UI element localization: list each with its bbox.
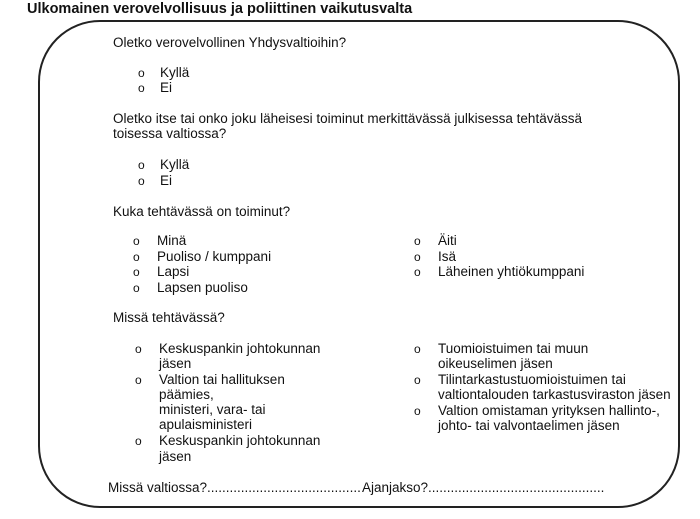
option-label: Tuomioistuimen tai muun	[438, 341, 589, 356]
option-label: valtiontalouden tarkastusviraston jäsen	[438, 387, 671, 402]
option-label: Kyllä	[160, 65, 190, 80]
radio-q2-yes[interactable]: o	[138, 158, 145, 172]
radio-q2-no[interactable]: o	[138, 174, 145, 188]
option-label: Tilintarkastustuomioistuimen tai	[438, 372, 626, 387]
option-label: Kyllä	[160, 157, 190, 172]
option-label: Lapsi	[157, 264, 190, 279]
option-label: Puoliso / kumppani	[157, 249, 272, 264]
radio-q3-partner[interactable]: o	[414, 265, 421, 279]
option-label: päämies,	[159, 387, 214, 402]
option-label: Valtion tai hallituksen	[159, 372, 285, 387]
radio-q3-me[interactable]: o	[133, 234, 140, 248]
page-title: Ulkomainen verovelvollisuus ja poliittinen vaikutusvalta	[27, 1, 413, 17]
radio-q3-mother[interactable]: o	[414, 234, 421, 248]
question-which-role: Missä tehtävässä?	[113, 310, 225, 325]
question-pep-line1: Oletko itse tai onko joku läheisesi toiminut merkittävässä julkisessa tehtävässä	[113, 111, 582, 126]
radio-q1-no[interactable]: o	[138, 81, 145, 95]
radio-q4-central-bank-1[interactable]: o	[135, 342, 142, 356]
option-label: Läheinen yhtiökumppani	[438, 264, 585, 279]
option-label: jäsen	[159, 449, 192, 464]
option-label: oikeuselimen jäsen	[438, 356, 553, 371]
radio-q3-child[interactable]: o	[133, 265, 140, 279]
option-label: apulaisministeri	[159, 417, 253, 432]
radio-q3-father[interactable]: o	[414, 250, 421, 264]
radio-q1-yes[interactable]: o	[138, 66, 145, 80]
radio-q3-spouse[interactable]: o	[133, 250, 140, 264]
radio-q4-court[interactable]: o	[414, 342, 421, 356]
option-label: ministeri, vara- tai	[159, 402, 266, 417]
option-label: Ei	[160, 173, 173, 188]
radio-q3-child-spouse[interactable]: o	[133, 281, 140, 295]
option-label: Valtion omistaman yrityksen hallinto-,	[438, 403, 660, 418]
option-label: Isä	[438, 249, 457, 264]
question-us-tax: Oletko verovelvollinen Yhdysvaltioihin?	[113, 35, 347, 50]
option-label: jäsen	[159, 356, 192, 371]
option-label: Minä	[157, 233, 187, 248]
option-label: Keskuspankin johtokunnan	[159, 341, 321, 356]
radio-q4-state-company[interactable]: o	[414, 404, 421, 418]
option-label: Keskuspankin johtokunnan	[159, 433, 321, 448]
period-field[interactable]: Ajanjakso?...............................................	[362, 480, 605, 495]
option-label: Lapsen puoliso	[157, 280, 248, 295]
radio-q4-central-bank-2[interactable]: o	[135, 434, 142, 448]
country-field[interactable]: Missä valtiossa?.........................................	[108, 480, 361, 495]
option-label: Äiti	[438, 233, 457, 248]
question-who: Kuka tehtävässä on toiminut?	[113, 204, 291, 219]
option-label: johto- tai valvontaelimen jäsen	[438, 418, 620, 433]
question-pep-line2: toisessa valtiossa?	[113, 126, 227, 141]
radio-q4-head-of-state[interactable]: o	[135, 373, 142, 387]
radio-q4-audit[interactable]: o	[414, 373, 421, 387]
option-label: Ei	[160, 80, 173, 95]
